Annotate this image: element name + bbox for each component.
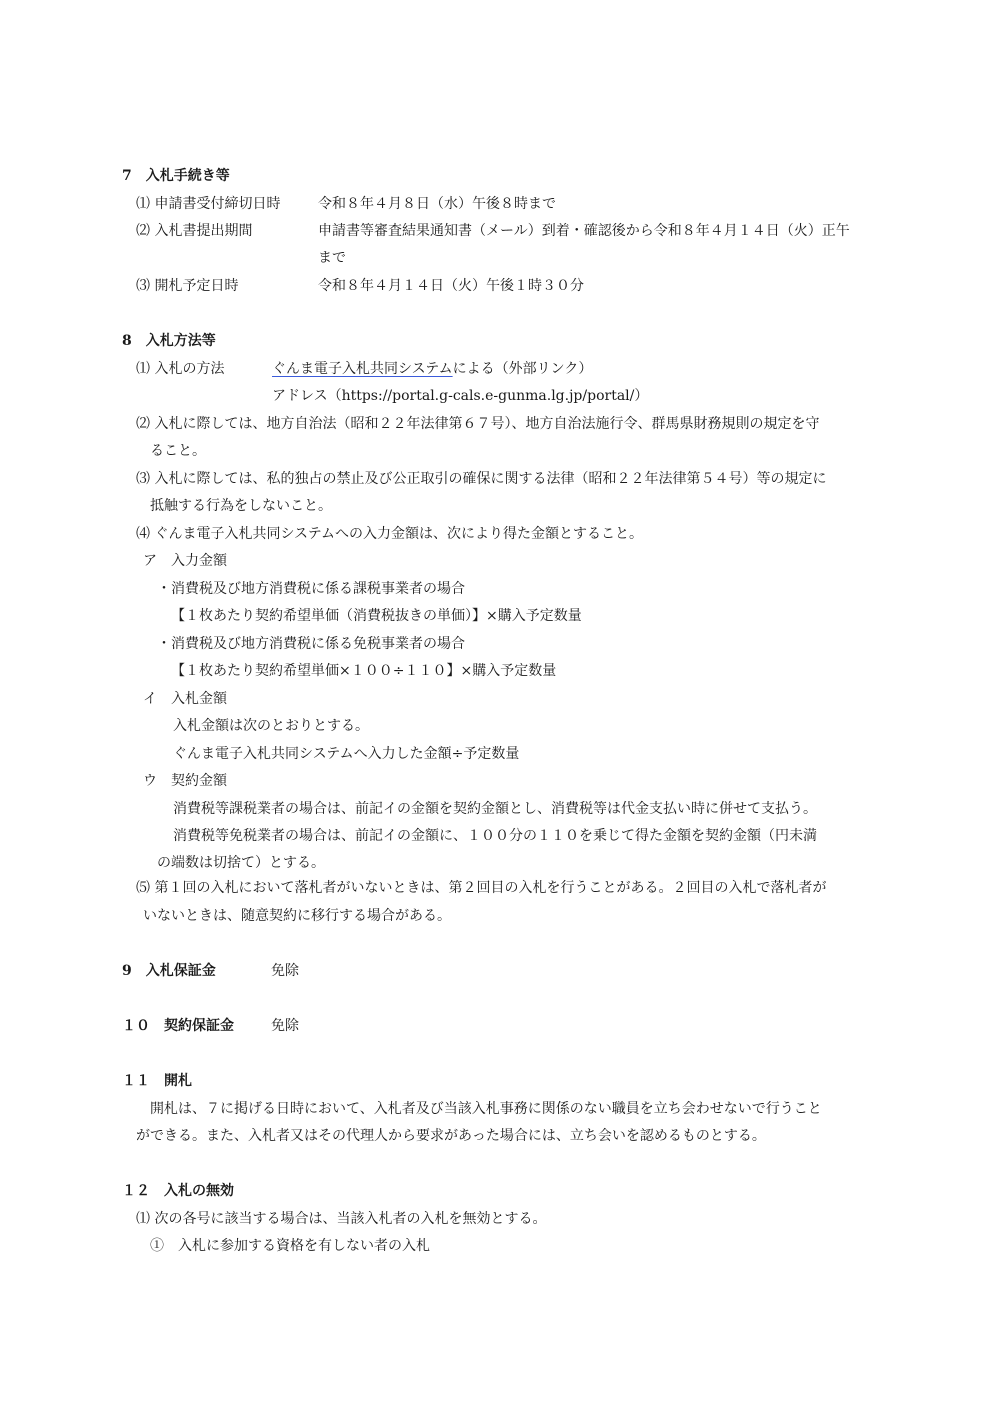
s7-item3-label: ⑶ 開札予定日時 — [136, 278, 239, 294]
s8-sub-a-formula1: 【１枚あたり契約希望単価（消費税抜きの単価）】×購入予定数量 — [171, 608, 582, 624]
s7-item2-value-cont: まで — [318, 250, 346, 266]
s8-item1-value — [272, 359, 592, 379]
s8-sub-a-bullet1: ・消費税及び地方消費税に係る課税事業者の場合 — [157, 581, 465, 597]
s8-sub-a-formula2: 【１枚あたり契約希望単価×１００÷１１０】×購入予定数量 — [171, 663, 557, 679]
s8-sub-u-line1: 消費税等課税業者の場合は、前記イの金額を契約金額とし、消費税等は代金支払い時に併せて支払う。 — [173, 801, 817, 817]
s7-item1-label: ⑴ 申請書受付締切日時 — [136, 196, 281, 212]
section-11-heading: １１ 開札 — [122, 1073, 192, 1089]
s7-item2-label: ⑵ 入札書提出期間 — [136, 223, 253, 239]
s8-sub-u-heading: ウ 契約金額 — [143, 773, 227, 789]
s11-line1: 開札は、７に掲げる日時において、入札者及び当該入札事務に関係のない職員を立ち会わせないで行うこと — [150, 1101, 822, 1117]
s7-item3-value: 令和８年４月１４日（火）午後１時３０分 — [318, 278, 584, 294]
s8-sub-a-heading: ア 入力金額 — [143, 553, 227, 569]
s8-item1-label: ⑴ 入札の方法 — [136, 361, 225, 377]
section-10-heading: １０ 契約保証金 — [122, 1018, 234, 1034]
s12-item1: ⑴ 次の各号に該当する場合は、当該入札者の入札を無効とする。 — [136, 1211, 547, 1227]
s8-item5-line1: ⑸ 第１回の入札において落札者がいないときは、第２回目の入札を行うことがある。２回目の入札で落札者が — [136, 880, 827, 896]
section-9-value: 免除 — [271, 963, 299, 979]
gcals-system-link[interactable]: ぐんま電子入札共同システム — [272, 361, 453, 377]
s8-sub-i-line1: 入札金額は次のとおりとする。 — [173, 718, 369, 734]
s8-sub-i-line2: ぐんま電子入札共同システムへ入力した金額÷予定数量 — [173, 746, 520, 762]
section-8-heading: 8 入札方法等 — [122, 333, 216, 349]
s7-item1-value: 令和８年４月８日（水）午後８時まで — [318, 196, 556, 212]
s12-clause1: ① 入札に参加する資格を有しない者の入札 — [150, 1238, 430, 1254]
s8-item2-line2: ること。 — [150, 443, 206, 459]
s8-item3-line1: ⑶ 入札に際しては、私的独占の禁止及び公正取引の確保に関する法律（昭和２２年法律第５４号）等の規定に — [136, 471, 827, 487]
s8-sub-u-line3: の端数は切捨て）とする。 — [157, 855, 325, 871]
s8-sub-i-heading: イ 入札金額 — [143, 691, 227, 707]
s8-sub-u-line2: 消費税等免税業者の場合は、前記イの金額に、１００分の１１０を乗じて得た金額を契約金額（円未満 — [173, 828, 817, 844]
s8-item4-line1: ⑷ ぐんま電子入札共同システムへの入力金額は、次により得た金額とすること。 — [136, 526, 644, 542]
section-7-heading: 7 入札手続き等 — [122, 168, 230, 184]
s8-item2-line1: ⑵ 入札に際しては、地方自治法（昭和２２年法律第６７号）、地方自治法施行令、群馬県財務規則の規定を守 — [136, 416, 820, 432]
section-9-heading: 9 入札保証金 — [122, 963, 216, 979]
s11-line2: ができる。また、入札者又はその代理人から要求があった場合には、立ち会いを認めるものとする。 — [136, 1128, 766, 1144]
s8-sub-a-bullet2: ・消費税及び地方消費税に係る免税事業者の場合 — [157, 636, 465, 652]
section-12-heading: １２ 入札の無効 — [122, 1183, 234, 1199]
s8-item3-line2: 抵触する行為をしないこと。 — [150, 498, 332, 514]
s8-item5-line2: いないときは、随意契約に移行する場合がある。 — [143, 908, 451, 924]
s8-item1-address: アドレス（https://portal.g-cals.e-gunma.lg.jp/portal/） — [272, 388, 649, 404]
s8-item1-rest: による（外部リンク） — [452, 361, 593, 377]
section-10-value: 免除 — [271, 1018, 299, 1034]
s7-item2-value: 申請書等審査結果通知書（メール）到着・確認後から令和８年４月１４日（火）正午 — [318, 223, 850, 239]
